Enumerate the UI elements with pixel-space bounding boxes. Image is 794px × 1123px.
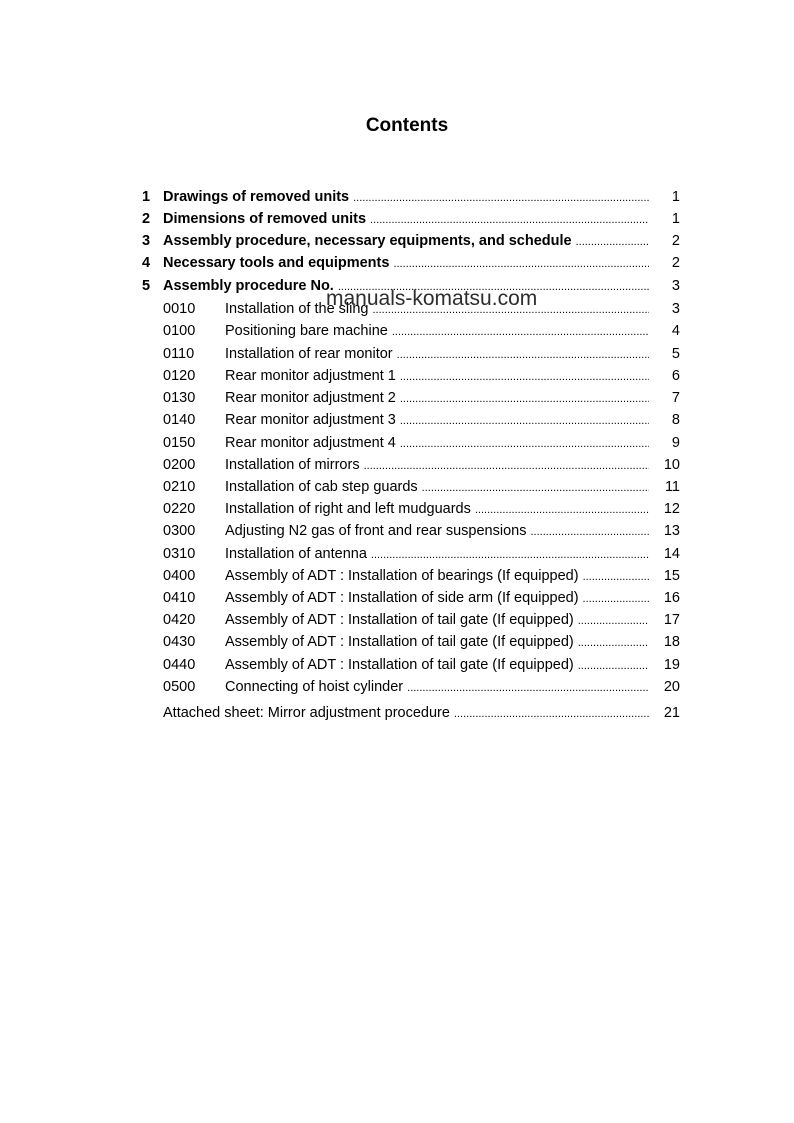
page-number: 2	[671, 255, 680, 271]
dot-leader	[530, 522, 649, 541]
section-title: Assembly procedure No.	[163, 277, 338, 296]
toc-procedure-row[interactable]	[0, 656, 794, 674]
section-number: 2	[142, 211, 151, 227]
page-number: 13	[663, 523, 680, 539]
section-title: Dimensions of removed units	[163, 210, 370, 229]
procedure-code: 0400	[163, 568, 196, 584]
toc-procedure-row[interactable]	[0, 367, 794, 385]
procedure-title: Assembly of ADT : Installation of bearings (If equipped)	[225, 567, 583, 586]
toc-section-row[interactable]	[0, 254, 794, 272]
page-number: 19	[663, 657, 680, 673]
page-title: Contents	[365, 115, 449, 136]
dot-leader	[397, 345, 649, 364]
dot-leader	[576, 232, 649, 251]
attached-title: Attached sheet: Mirror adjustment procedure	[163, 704, 454, 723]
procedure-code: 0410	[163, 590, 196, 606]
dot-leader	[422, 478, 649, 497]
procedure-title: Installation of antenna	[225, 545, 371, 564]
dot-leader	[364, 456, 649, 475]
dot-leader	[400, 411, 649, 430]
procedure-title: Positioning bare machine	[225, 322, 392, 341]
procedure-code: 0150	[163, 435, 196, 451]
toc-procedure-row[interactable]	[0, 500, 794, 518]
procedure-code: 0220	[163, 501, 196, 517]
dot-leader	[353, 188, 649, 207]
procedure-code: 0310	[163, 546, 196, 562]
procedure-title: Rear monitor adjustment 2	[225, 389, 400, 408]
page-number: 21	[663, 705, 680, 721]
page-number: 3	[671, 278, 680, 294]
toc-procedure-row[interactable]	[0, 611, 794, 629]
procedure-code: 0210	[163, 479, 196, 495]
page-number: 3	[671, 301, 680, 317]
toc-procedure-row[interactable]	[0, 633, 794, 651]
procedure-title: Assembly of ADT : Installation of tail gate (If equipped)	[225, 633, 578, 652]
dot-leader	[578, 633, 649, 652]
procedure-code: 0130	[163, 390, 196, 406]
dot-leader	[400, 434, 649, 453]
page-number: 12	[663, 501, 680, 517]
toc-procedure-row[interactable]	[0, 434, 794, 452]
toc-section-row[interactable]	[0, 210, 794, 228]
page-number: 4	[671, 323, 680, 339]
procedure-title: Installation of rear monitor	[225, 345, 397, 364]
procedure-title: Installation of mirrors	[225, 456, 364, 475]
section-title: Assembly procedure, necessary equipments, and schedule	[163, 232, 576, 251]
dot-leader	[393, 254, 649, 273]
toc-procedure-row[interactable]	[0, 322, 794, 340]
toc-procedure-row[interactable]	[0, 478, 794, 496]
procedure-title: Installation of right and left mudguards	[225, 500, 475, 519]
procedure-title: Assembly of ADT : Installation of tail gate (If equipped)	[225, 611, 578, 630]
procedure-title: Installation of cab step guards	[225, 478, 422, 497]
procedure-code: 0140	[163, 412, 196, 428]
dot-leader	[392, 322, 649, 341]
procedure-code: 0110	[163, 346, 195, 362]
procedure-code: 0420	[163, 612, 196, 628]
toc-procedure-row[interactable]	[0, 545, 794, 563]
section-number: 1	[142, 189, 151, 205]
toc-section-row[interactable]	[0, 232, 794, 250]
procedure-code: 0300	[163, 523, 196, 539]
page-number: 1	[671, 211, 680, 227]
page-number: 9	[671, 435, 680, 451]
page-number: 17	[663, 612, 680, 628]
page-number: 2	[671, 233, 680, 249]
page-number: 8	[671, 412, 680, 428]
dot-leader	[407, 678, 649, 697]
watermark: manuals-komatsu.com	[326, 287, 538, 310]
section-number: 3	[142, 233, 151, 249]
page-number: 18	[663, 634, 680, 650]
toc-procedure-row[interactable]	[0, 678, 794, 696]
page-number: 11	[664, 479, 680, 495]
page-number: 15	[663, 568, 680, 584]
dot-leader	[583, 567, 649, 586]
procedure-code: 0100	[163, 323, 196, 339]
procedure-title: Assembly of ADT : Installation of side arm (If equipped)	[225, 589, 583, 608]
toc-procedure-row[interactable]	[0, 345, 794, 363]
dot-leader	[400, 367, 649, 386]
page-number: 1	[671, 189, 680, 205]
procedure-title: Rear monitor adjustment 4	[225, 434, 400, 453]
procedure-code: 0120	[163, 368, 196, 384]
toc-procedure-row[interactable]	[0, 522, 794, 540]
page-number: 6	[671, 368, 680, 384]
procedure-title: Installation of the sling	[225, 300, 372, 319]
toc-attached-row[interactable]	[0, 704, 794, 722]
page-number: 10	[663, 457, 680, 473]
procedure-title: Adjusting N2 gas of front and rear suspensions	[225, 522, 530, 541]
toc-procedure-row[interactable]	[0, 389, 794, 407]
procedure-code: 0430	[163, 634, 196, 650]
toc-procedure-row[interactable]	[0, 456, 794, 474]
dot-leader	[400, 389, 649, 408]
section-title: Necessary tools and equipments	[163, 254, 393, 273]
procedure-code: 0010	[163, 301, 196, 317]
procedure-title: Connecting of hoist cylinder	[225, 678, 407, 697]
procedure-title: Assembly of ADT : Installation of tail gate (If equipped)	[225, 656, 578, 675]
procedure-code: 0440	[163, 657, 196, 673]
procedure-code: 0200	[163, 457, 196, 473]
toc-procedure-row[interactable]	[0, 411, 794, 429]
toc-procedure-row[interactable]	[0, 589, 794, 607]
dot-leader	[583, 589, 649, 608]
dot-leader	[578, 656, 649, 675]
dot-leader	[475, 500, 649, 519]
toc-procedure-row[interactable]	[0, 567, 794, 585]
dot-leader	[370, 210, 649, 229]
procedure-code: 0500	[163, 679, 196, 695]
page-number: 20	[663, 679, 680, 695]
procedure-title: Rear monitor adjustment 3	[225, 411, 400, 430]
dot-leader	[578, 611, 649, 630]
toc-section-row[interactable]	[0, 188, 794, 206]
section-title: Drawings of removed units	[163, 188, 353, 207]
section-number: 5	[142, 278, 151, 294]
page-number: 14	[663, 546, 680, 562]
procedure-title: Rear monitor adjustment 1	[225, 367, 400, 386]
page-number: 16	[663, 590, 680, 606]
page-number: 5	[671, 346, 680, 362]
page-number: 7	[671, 390, 680, 406]
dot-leader	[371, 545, 649, 564]
section-number: 4	[142, 255, 151, 271]
dot-leader	[454, 704, 649, 723]
